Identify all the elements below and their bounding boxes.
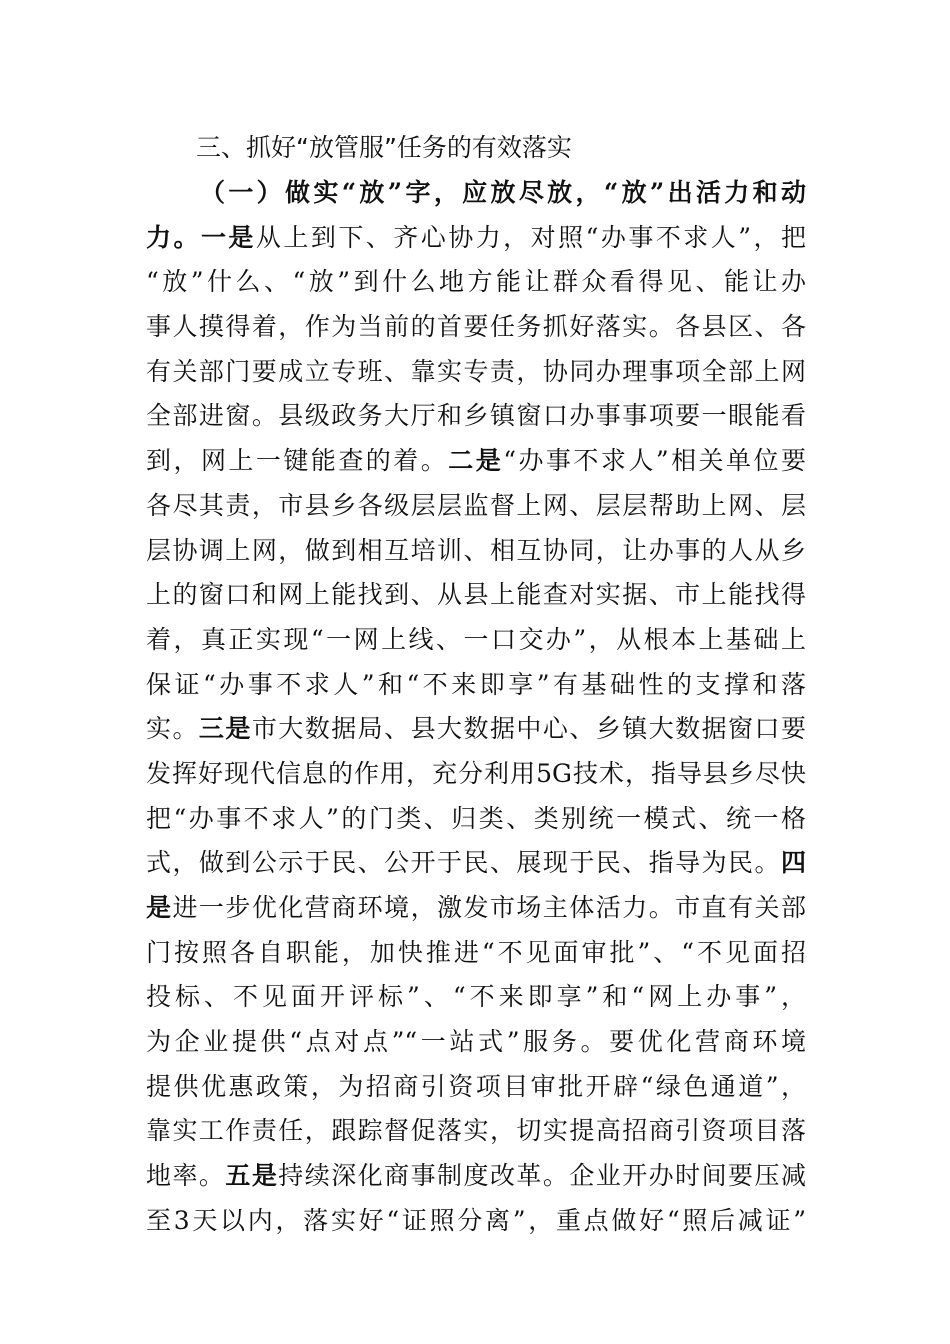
line-text: 市大数据局、县大数据中心、乡镇大数据窗口要 [251, 714, 806, 744]
line-text: “放”什么、“放”到什么地方能让群众看得见、能让办 [146, 267, 806, 297]
line-text: 靠实工作责任，跟踪督促落实，切实提高招商引资项目落 [146, 1116, 806, 1146]
paragraph-line [146, 350, 806, 395]
paragraph-line [146, 618, 806, 663]
line-text: 全部进窗。县级政务大厅和乡镇窗口办事事项要一眼能看 [146, 401, 806, 431]
paragraph-line [146, 752, 806, 797]
bold-lead: 是 [146, 893, 173, 922]
bold-lead: 四 [780, 848, 806, 878]
paragraph-line [146, 797, 806, 842]
paragraph-line [146, 1199, 806, 1244]
paragraph-line [146, 171, 806, 216]
line-text: “办事不求人”相关单位要 [503, 446, 806, 476]
paragraph-line [146, 305, 806, 350]
line-text: 投标、不见面开评标”、“不来即享”和“网上办事”， [146, 982, 806, 1012]
paragraph-line [146, 529, 806, 574]
subheading-text: （一）做实“放”字，应放尽放，“放”出活力和动 [200, 178, 806, 207]
line-text: 有关部门要成立专班、靠实专责，协同办理事项全部上网 [146, 356, 806, 386]
line-text: 到，网上一键能查的着。 [146, 446, 449, 476]
paragraph-line [146, 216, 806, 261]
section-heading: 三、抓好“放管服”任务的有效落实 [196, 133, 572, 162]
line-text: 事人摸得着，作为当前的首要任务抓好落实。各县区、各 [146, 312, 806, 342]
bold-lead: 力。一是 [146, 222, 256, 252]
paragraph-line [146, 707, 806, 752]
paragraph-line [146, 1109, 806, 1154]
paragraph-line [146, 931, 806, 976]
line-text: 保证“办事不求人”和“不来即享”有基础性的支撑和落 [146, 669, 806, 699]
paragraph-line [146, 663, 806, 708]
paragraph-line [146, 975, 806, 1020]
paragraph-line [146, 841, 806, 886]
line-text: 至3天以内，落实好“证照分离”，重点做好“照后减证” [146, 1205, 806, 1235]
line-text: 发挥好现代信息的作用，充分利用5G技术，指导县乡尽快 [146, 758, 806, 788]
paragraph-line [146, 260, 806, 305]
line-text: 各尽其责，市县乡各级层层监督上网、层层帮助上网、层 [146, 490, 806, 520]
line-text: 层协调上网，做到相互培训、相互协同，让办事的人从乡 [146, 535, 806, 565]
paragraph-line [146, 394, 806, 439]
line-text: 着，真正实现“一网上线、一口交办”，从根本上基础上 [146, 624, 806, 654]
paragraph-line [146, 886, 806, 931]
line-text: 持续深化商事制度改革。企业开办时间要压减 [278, 1161, 806, 1191]
paragraph-line [146, 1154, 806, 1199]
paragraph-line [146, 1020, 806, 1065]
line-text: 把“办事不求人”的门类、归类、类别统一模式、统一格 [146, 803, 806, 833]
line-text: 实。 [146, 714, 199, 744]
line-text: 上的窗口和网上能找到、从县上能查对实据、市上能找得 [146, 580, 806, 610]
line-text: 从上到下、齐心协力，对照“办事不求人”，把 [255, 222, 806, 252]
line-text: 门按照各自职能，加快推进“不见面审批”、“不见面招 [146, 937, 806, 967]
body-paragraph [146, 171, 806, 1244]
bold-lead: 五是 [225, 1161, 279, 1191]
bold-lead: 三是 [198, 714, 252, 744]
line-text: 为企业提供“点对点”“一站式”服务。要优化营商环境 [146, 1027, 806, 1057]
line-text: 式，做到公示于民、公开于民、展现于民、指导为民。 [146, 848, 781, 878]
line-text: 提供优惠政策，为招商引资项目审批开辟“绿色通道”， [146, 1071, 806, 1101]
paragraph-line [146, 1065, 806, 1110]
bold-lead: 二是 [448, 446, 504, 476]
paragraph-line [146, 573, 806, 618]
line-text: 地率。 [146, 1161, 226, 1191]
paragraph-line [146, 439, 806, 484]
line-text: 进一步优化营商环境，激发市场主体活力。市直有关部 [172, 893, 806, 922]
paragraph-line [146, 484, 806, 529]
